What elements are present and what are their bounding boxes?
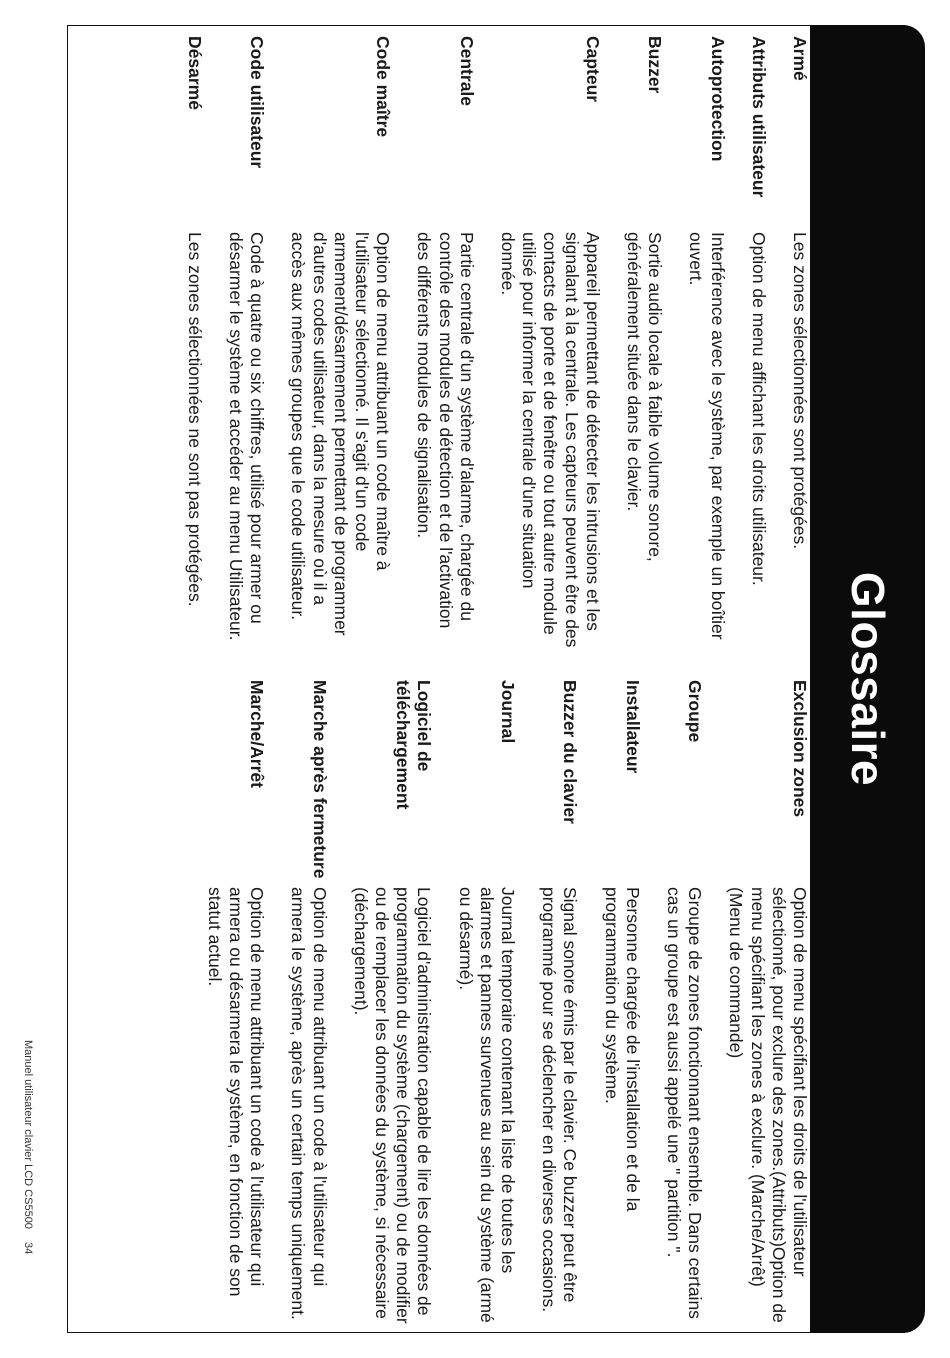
glossary-definition: Sortie audio locale à faible volume sonore, généralement située dans le clavier. bbox=[623, 232, 666, 562]
glossary-term: Marche/Arrêt bbox=[247, 680, 268, 788]
glossary-term: Centrale bbox=[456, 36, 477, 107]
glossary-definition: Partie centrale d'un système d'alarme, chargée du contrôle des modules de détection et de l'activation des différents modules de signalisation. bbox=[414, 232, 477, 629]
glossary-definition: Logiciel d'administration capable de lire les données de programmation du système (chargement) ou de modifier ou de remplacer les données du système, si nécessaire (déchargement). bbox=[350, 887, 435, 1324]
glossary-definition: Option de menu attribuant un code à l'utilisateur qui armera le système, après un certain temps uniquement. bbox=[288, 887, 330, 1320]
glossary-term: Attributs utilisateur bbox=[748, 36, 769, 198]
glossary-term: Journal bbox=[497, 680, 518, 744]
glossary-definition: Appareil permettant de détecter les intrusions et les signalant à la centrale. Les capteurs peuvent être des contacts de porte et de fenêtre ou tout autre module utilisé pour informer la centrale d'une situation donnée. bbox=[497, 232, 603, 648]
glossary-entry bbox=[725, 680, 810, 1332]
glossary-entry bbox=[748, 36, 769, 676]
glossary-term: Buzzer bbox=[645, 36, 666, 94]
glossary-term: Groupe bbox=[685, 680, 706, 743]
glossary-entry bbox=[184, 36, 205, 676]
glossary-entry bbox=[538, 680, 580, 1332]
glossary-term: Marche après fermeture bbox=[309, 680, 330, 879]
page-title: Glossaire bbox=[842, 571, 894, 787]
glossary-term: Autoprotection bbox=[707, 36, 728, 162]
glossary-definition: Option de menu affichant les droits utilisateur. bbox=[748, 232, 769, 586]
glossary-term: Capteur bbox=[582, 36, 603, 103]
glossary-term: Code maître bbox=[373, 36, 394, 138]
glossary-term: Exclusion zones bbox=[790, 680, 810, 818]
glossary-definition: Groupe de zones fonctionnant ensemble. Dans certains cas un groupe est aussi appelé une " partition ". bbox=[663, 887, 706, 1319]
page-footer bbox=[22, 1040, 34, 1264]
glossary-term: Code utilisateur bbox=[247, 36, 268, 169]
glossary-definition: Option de menu attribuant un code à l'utilisateur qui armera ou désarmera le système, en fonction de son statut actuel. bbox=[204, 887, 268, 1297]
glossary-entry bbox=[287, 680, 329, 1332]
glossary-term: Désarmé bbox=[184, 36, 205, 110]
glossary-definition: Interférence avec le système, par exemple un boîtier ouvert. bbox=[686, 232, 728, 640]
glossary-entry bbox=[663, 680, 705, 1332]
glossary-definition: Signal sonore émis par le clavier. Ce buzzer peut être programmé pour se déclencher en diverses occasions. bbox=[539, 887, 581, 1313]
glossary-entry bbox=[623, 36, 665, 676]
glossary-definition: Les zones sélectionnées sont protégées. bbox=[790, 232, 810, 550]
glossary-entry bbox=[287, 36, 393, 676]
glossary-definition: Personne chargée de l'installation et de la programmation du système. bbox=[601, 887, 643, 1212]
title-band bbox=[810, 25, 925, 1333]
footer-page-number: 34 bbox=[22, 1242, 34, 1255]
glossary-entry bbox=[350, 680, 435, 1332]
glossary-definition: Les zones sélectionnées ne sont pas protégées. bbox=[184, 232, 205, 607]
glossary-column-left bbox=[164, 36, 810, 676]
footer-manual-title: Manuel utilisateur clavier LCD CS5500 bbox=[22, 1040, 34, 1229]
glossary-definition: Option de menu spécifiant les droits de l'utilisateur sélectionné, pour exclure des zones.(Attributs)Option de menu spécifiant les zones à exclure. (Marche/Arrêt)(Menu de commande) bbox=[726, 887, 810, 1323]
glossary-definition: Journal temporaire contenant la liste de toutes les alarmes et pannes survenues au sein du système (armé ou désarmé). bbox=[455, 887, 518, 1323]
glossary-term: Logiciel de téléchargement bbox=[393, 680, 435, 810]
glossary-entry bbox=[454, 680, 518, 1332]
glossary-entry bbox=[685, 36, 727, 676]
glossary-entry bbox=[600, 680, 642, 1332]
glossary-term: Armé bbox=[790, 36, 810, 81]
glossary-entry bbox=[225, 36, 267, 676]
glossary-entry bbox=[789, 36, 810, 676]
glossary-entry bbox=[204, 680, 268, 1332]
glossary-entry bbox=[497, 36, 603, 676]
glossary-term: Buzzer du clavier bbox=[560, 680, 581, 824]
glossary-column-right bbox=[184, 680, 810, 1332]
glossary-term: Installateur bbox=[622, 680, 643, 774]
glossary-definition: Option de menu attribuant un code maître à l'utilisateur sélectionné. Il s'agit d'un code armement/désarmement permettant de programmer d'autres codes utilisateur, dans la mesure où il a accès aux mêmes groupes que le code utilisateur. bbox=[288, 232, 394, 636]
glossary-entry bbox=[413, 36, 477, 676]
glossary-definition: Code à quatre ou six chiffres, utilisé pour armer ou désarmer le système et accéder au menu Utilisateur. bbox=[225, 232, 268, 641]
